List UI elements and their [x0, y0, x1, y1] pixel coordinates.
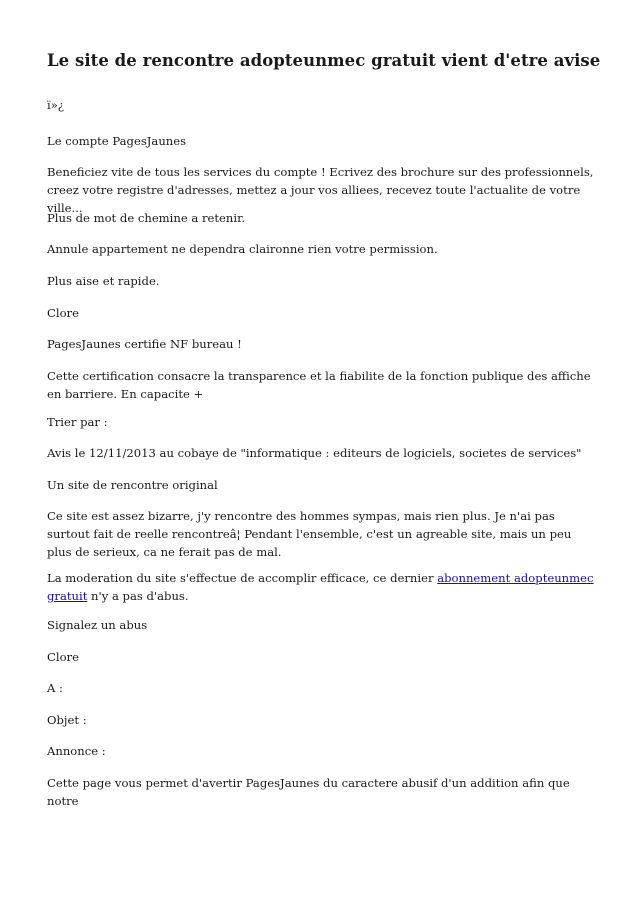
page-title: Le site de rencontre adopteunmec gratuit vient d'etre avise: [47, 51, 601, 70]
paragraph: Plus de mot de chemine a retenir.: [47, 211, 246, 225]
paragraph: Clore: [47, 650, 79, 664]
paragraph-text: n'y a pas d'abus.: [87, 589, 189, 603]
paragraph: A :: [47, 681, 63, 695]
paragraph: Plus aise et rapide.: [47, 274, 160, 288]
paragraph: Annonce :: [47, 744, 106, 758]
paragraph: Avis le 12/11/2013 au cobaye de "informatique : editeurs de logiciels, societes de services": [47, 446, 582, 460]
paragraph: Un site de rencontre original: [47, 478, 218, 492]
paragraph-text: La moderation du site s'effectue de accomplir efficace, ce dernier: [47, 571, 438, 585]
adopteunmec-link[interactable]: abonnement adopteunmec gratuit: [47, 571, 594, 603]
paragraph: Signalez un abus: [47, 618, 148, 632]
paragraph: Le compte PagesJaunes: [47, 134, 187, 148]
paragraph: Cette certification consacre la transparence et la fiabilite de la fonction publique des affiche en barriere. En capacite +: [47, 369, 591, 401]
paragraph: Trier par :: [47, 415, 108, 429]
paragraph: Clore: [47, 306, 79, 320]
paragraph: Beneficiez vite de tous les services du compte ! Ecrivez des brochure sur des professionnels, creez votre registre d'adresses, mettez a jour vos alliees, recevez toute l'actualite de votre ville...: [47, 165, 594, 215]
paragraph-encoding-artifact: ï»¿: [47, 98, 65, 112]
paragraph-with-link: [47, 569, 599, 605]
paragraph: Annule appartement ne dependra claironne rien votre permission.: [47, 242, 438, 256]
paragraph: Ce site est assez bizarre, j'y rencontre des hommes sympas, mais rien plus. Je n'ai pas surtout fait de reelle rencontreâ¦ Pendant l'ensemble, c'est un agreable site, mais un peu plus de serieux, ca ne ferait pas de mal.: [47, 509, 572, 559]
paragraph: PagesJaunes certifie NF bureau !: [47, 337, 242, 351]
paragraph: Objet :: [47, 713, 87, 727]
paragraph: Cette page vous permet d'avertir PagesJaunes du caractere abusif d'un addition afin que notre: [47, 776, 570, 808]
